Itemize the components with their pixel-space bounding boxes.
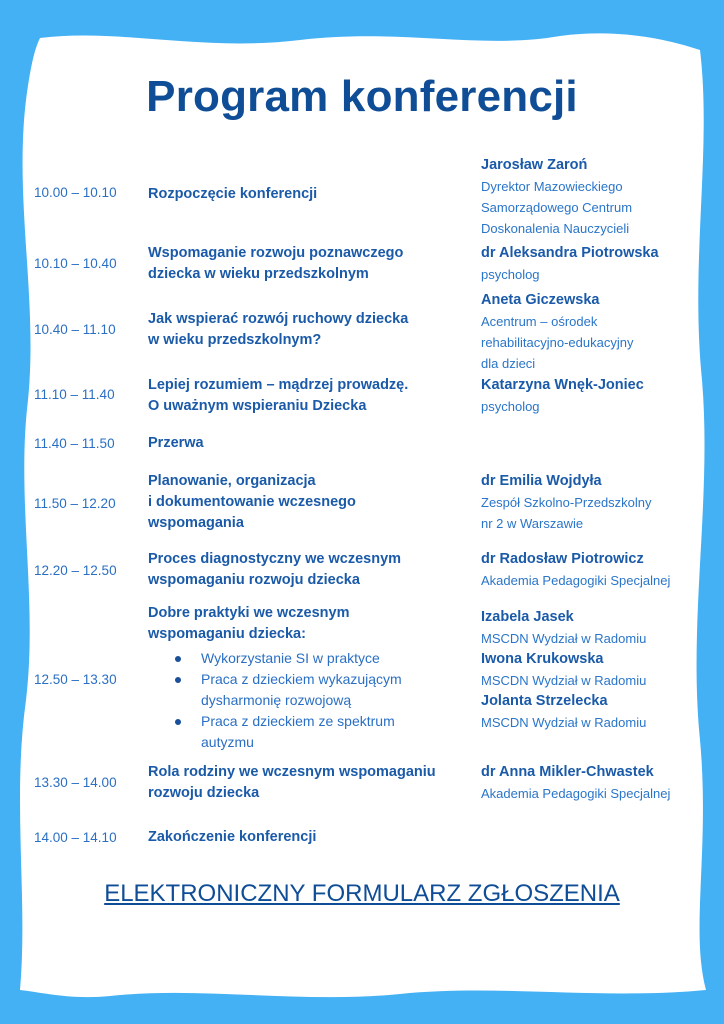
page-title: Program konferencji [146,72,578,121]
speaker-group [481,607,711,733]
time-slot: 10.40 – 11.10 [34,322,116,337]
speaker-affiliation: MSCDN Wydział w Radomiu [481,673,647,688]
speaker-affiliation: psycholog [481,267,540,282]
speaker-affiliation: Doskonalenia Nauczycieli [481,221,630,236]
session-topic: Wspomaganie rozwoju poznawczego dziecka w wieku przedszkolnym [148,245,404,282]
time-slot: 10.10 – 10.40 [34,256,117,271]
time-slot: 11.40 – 11.50 [34,436,115,451]
speaker-affiliation: Dyrektor Mazowieckiego [481,179,623,194]
session-topic: Rozpoczęcie konferencji [148,186,318,202]
session-topic: Proces diagnostyczny we wczesnym wspomaganiu rozwoju dziecka [148,551,402,588]
speaker [481,155,711,239]
list-item: Praca z dzieckiem ze spektrum autyzmu [172,711,462,753]
speaker-affiliation: MSCDN Wydział w Radomiu [481,631,647,646]
bullet-dot-icon [175,677,181,683]
speaker-affiliation: rehabilitacyjno-edukacyjny [481,335,634,350]
speaker-name: Aneta Giczewska [481,292,600,308]
bullet-dot-icon [175,656,181,662]
speaker-name: dr Aleksandra Piotrowska [481,245,659,261]
speaker [481,549,711,591]
speaker-name: dr Emilia Wojdyła [481,473,602,489]
session-topic: Lepiej rozumiem – mądrzej prowadzę. O uważnym wspieraniu Dziecka [148,377,409,414]
time-slot: 10.00 – 10.10 [34,185,117,200]
time-slot: 11.50 – 12.20 [34,496,116,511]
speaker-affiliation: Akademia Pedagogiki Specjalnej [481,573,671,588]
time-slot: 13.30 – 14.00 [34,775,117,790]
speaker-affiliation: nr 2 w Warszawie [481,516,584,531]
session-topic: Rola rodziny we wczesnym wspomaganiu rozwoju dziecka [148,764,436,801]
list-item: Praca z dzieckiem wykazującym dysharmonię rozwojową [172,669,462,711]
speaker [481,290,711,374]
speaker-name: dr Radosław Piotrowicz [481,551,644,567]
speaker-name: Katarzyna Wnęk-Joniec [481,377,644,393]
session-topic: Planowanie, organizacja i dokumentowanie wczesnego wspomagania [148,473,356,531]
time-slot: 11.10 – 11.40 [34,387,115,402]
speaker-affiliation: Samorządowego Centrum [481,200,633,215]
session-topic: Zakończenie konferencji [148,829,317,845]
speaker-affiliation: dla dzieci [481,356,536,371]
bullet-dot-icon [175,719,181,725]
speaker [481,375,711,417]
speaker-name: dr Anna Mikler-Chwastek [481,764,654,780]
speaker-affiliation: psycholog [481,399,540,414]
speaker-name: Jarosław Zaroń [481,157,588,173]
speaker-affiliation: Acentrum – ośrodek [481,314,598,329]
speaker [481,762,711,804]
speaker-affiliation: Zespół Szkolno-Przedszkolny [481,495,652,510]
time-slot: 12.50 – 13.30 [34,672,117,687]
session-topic: Jak wspierać rozwój ruchowy dziecka w wieku przedszkolnym? [148,311,409,348]
speaker [481,243,711,285]
registration-form-link[interactable]: ELEKTRONICZNY FORMULARZ ZGŁOSZENIA [104,880,620,907]
speaker-affiliation: Akademia Pedagogiki Specjalnej [481,786,671,801]
practice-list [172,648,462,753]
session-topic: Dobre praktyki we wczesnym wspomaganiu dziecka: [148,605,350,642]
speaker-name: Izabela Jasek [481,609,574,625]
list-item: Wykorzystanie SI w praktyce [172,648,462,669]
speaker-affiliation: MSCDN Wydział w Radomiu [481,715,647,730]
speaker-name: Jolanta Strzelecka [481,693,608,709]
speaker [481,471,711,534]
time-slot: 12.20 – 12.50 [34,563,117,578]
session-topic: Przerwa [148,435,204,451]
time-slot: 14.00 – 14.10 [34,830,117,845]
speaker-name: Iwona Krukowska [481,651,604,667]
